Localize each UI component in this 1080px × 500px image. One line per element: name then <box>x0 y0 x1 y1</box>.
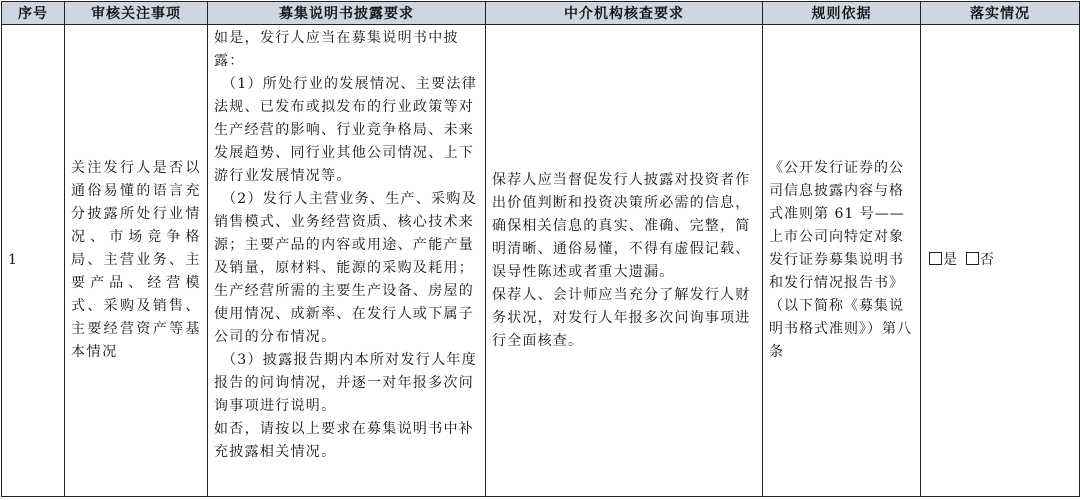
header-no: 序号 <box>2 2 65 25</box>
disclosure-item-1: （1）所处行业的发展情况、主要法律法规、已发布或拟发布的行业政策等对生产经营的影响、行业竞争格局、未来发展趋势、同行业其他公司情况、上下游行业发展情况等。 <box>214 76 478 184</box>
no-label: 否 <box>979 252 994 268</box>
disclosure-fallback: 如否，请按以上要求在募集说明书中补充披露相关情况。 <box>214 421 475 460</box>
header-status: 落实情况 <box>921 2 1080 25</box>
table-row <box>2 25 1080 497</box>
agency-requirements <box>486 25 763 497</box>
rule-basis: 《公开发行证券的公司信息披露内容与格式准则第 61 号——上市公司向特定对象发行证券募集说明书和发行情况报告书》（以下简称《募集说明书格式准则》）第八条 <box>763 25 921 497</box>
no-checkbox[interactable] <box>966 252 979 265</box>
review-table <box>1 1 1080 497</box>
review-issue: 关注发行人是否以通俗易懂的语言充分披露所处行业情况、市场竞争格局、主营业务、主要产品、经营模式、采购及销售、主要经营资产等基本情况 <box>65 25 208 497</box>
disclosure-item-3: （3）披露报告期内本所对发行人年度报告的问询情况，并逐一对年报多次问询事项进行说明。 <box>214 352 478 414</box>
header-agency: 中介机构核查要求 <box>486 2 763 25</box>
agency-para-2: 保荐人、会计师应当充分了解发行人财务状况，对发行人年报多次问询事项进行全面核查。 <box>492 286 751 349</box>
header-disclosure: 募集说明书披露要求 <box>208 2 486 25</box>
disclosure-requirements <box>208 25 486 497</box>
disclosure-item-2: （2）发行人主营业务、生产、采购及销售模式、业务经营资质、核心技术来源；主要产品的内容或用途、产能产量及销量，原材料、能源的采购及耗用；生产经营所需的主要生产设备、房屋的使用情况、成新率、在发行人或下属子公司的分布情况。 <box>214 191 478 345</box>
yes-checkbox[interactable] <box>929 252 942 265</box>
implementation-status <box>921 25 1080 497</box>
row-number: 1 <box>2 25 65 497</box>
header-row <box>2 2 1080 25</box>
agency-para-1: 保荐人应当督促发行人披露对投资者作出价值判断和投资决策所必需的信息，确保相关信息的真实、准确、完整，简明清晰、通俗易懂，不得有虚假记载、误导性陈述或者重大遗漏。 <box>492 171 751 280</box>
yes-label: 是 <box>943 252 957 268</box>
disclosure-intro: 如是，发行人应当在募集说明书中披露： <box>214 30 459 69</box>
header-issue: 审核关注事项 <box>65 2 208 25</box>
header-basis: 规则依据 <box>763 2 921 25</box>
